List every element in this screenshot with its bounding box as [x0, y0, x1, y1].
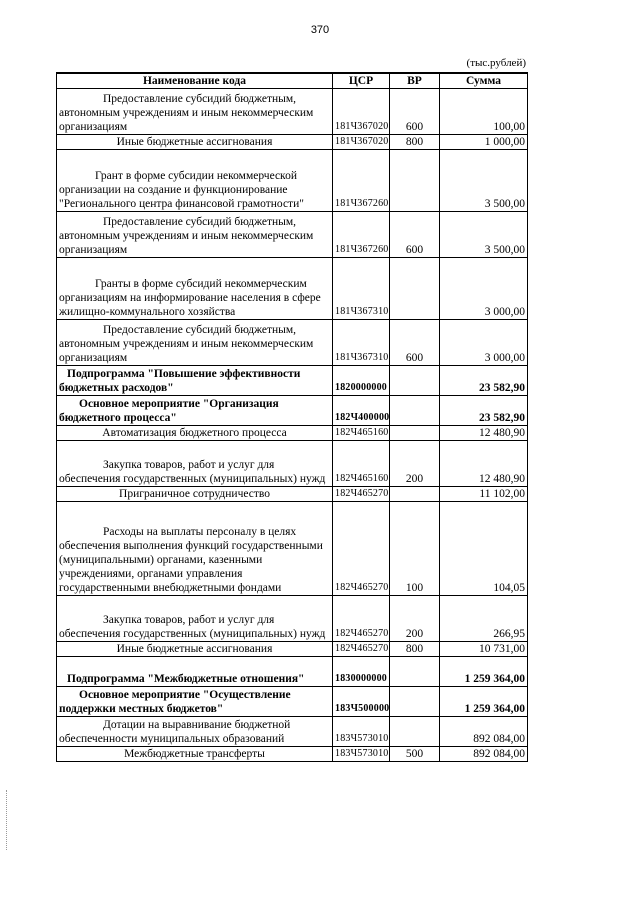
table-row: [57, 366, 528, 396]
table-row: [57, 717, 528, 747]
row-name: Предоставление субсидий бюджетным, автономным учреждениям и иным некоммерческим организациям: [57, 320, 333, 366]
row-sum: 266,95: [440, 596, 528, 642]
page-number: 370: [310, 24, 330, 36]
row-name: Дотации на выравнивание бюджетной обеспеченности муниципальных образований: [57, 717, 333, 747]
row-vr: [390, 657, 440, 687]
row-name: Автоматизация бюджетного процесса: [57, 426, 333, 441]
header-name: Наименование кода: [57, 73, 333, 89]
row-name: Иные бюджетные ассигнования: [57, 135, 333, 150]
row-vr: 100: [390, 502, 440, 596]
row-vr: 200: [390, 596, 440, 642]
row-name: Предоставление субсидий бюджетным, автономным учреждениям и иным некоммерческим организациям: [57, 212, 333, 258]
row-csr: 182Ч465270: [333, 596, 390, 642]
row-name: Расходы на выплаты персоналу в целях обеспечения выполнения функций государственными (муниципальными) органами, казенными учреждениями, органами управления государственными внебюджетными фондами: [57, 502, 333, 596]
row-sum: 10 731,00: [440, 642, 528, 657]
row-sum: 1 259 364,00: [440, 687, 528, 717]
row-name: Основное мероприятие "Организация бюджетного процесса": [57, 396, 333, 426]
margin-mark: [6, 790, 8, 850]
row-sum: 1 259 364,00: [440, 657, 528, 687]
row-vr: [390, 487, 440, 502]
row-name: Закупка товаров, работ и услуг для обеспечения государственных (муниципальных) нужд: [57, 441, 333, 487]
row-csr: 182Ч465270: [333, 502, 390, 596]
budget-table: [56, 72, 528, 762]
header-csr: ЦСР: [333, 73, 390, 89]
row-name: Приграничное сотрудничество: [57, 487, 333, 502]
row-csr: 181Ч367310: [333, 258, 390, 320]
row-name: Подпрограмма "Межбюджетные отношения": [57, 657, 333, 687]
row-name: Предоставление субсидий бюджетным, автономным учреждениям и иным некоммерческим организациям: [57, 89, 333, 135]
table-row: [57, 596, 528, 642]
row-csr: 182Ч465160: [333, 426, 390, 441]
row-vr: 600: [390, 212, 440, 258]
row-sum: 100,00: [440, 89, 528, 135]
row-sum: 3 000,00: [440, 258, 528, 320]
row-name: Подпрограмма "Повышение эффективности бюджетных расходов": [57, 366, 333, 396]
row-sum: 12 480,90: [440, 441, 528, 487]
row-csr: 181Ч367310: [333, 320, 390, 366]
table-row: [57, 657, 528, 687]
row-sum: 3 000,00: [440, 320, 528, 366]
row-csr: 1830000000: [333, 657, 390, 687]
table-row: [57, 258, 528, 320]
table-row: [57, 89, 528, 135]
row-sum: 104,05: [440, 502, 528, 596]
row-vr: 600: [390, 320, 440, 366]
row-name: Иные бюджетные ассигнования: [57, 642, 333, 657]
row-sum: 23 582,90: [440, 396, 528, 426]
table-row: [57, 441, 528, 487]
table-row: [57, 150, 528, 212]
row-csr: 182Ч400000: [333, 396, 390, 426]
row-sum: 1 000,00: [440, 135, 528, 150]
row-csr: 181Ч367260: [333, 212, 390, 258]
row-sum: 3 500,00: [440, 212, 528, 258]
table-row: [57, 396, 528, 426]
row-csr: 183Ч573010: [333, 717, 390, 747]
row-name: Межбюджетные трансферты: [57, 747, 333, 762]
row-vr: 500: [390, 747, 440, 762]
row-vr: [390, 717, 440, 747]
table-row: [57, 747, 528, 762]
header-sum: Сумма: [440, 73, 528, 89]
row-csr: 183Ч573010: [333, 747, 390, 762]
row-sum: 3 500,00: [440, 150, 528, 212]
row-vr: 200: [390, 441, 440, 487]
row-vr: [390, 426, 440, 441]
row-name: Грант в форме субсидии некоммерческой организации на создание и функционирование "Регионального центра финансовой грамотности": [57, 150, 333, 212]
row-csr: 182Ч465160: [333, 441, 390, 487]
table-row: [57, 135, 528, 150]
table-row: [57, 320, 528, 366]
table-row: [57, 642, 528, 657]
row-sum: 11 102,00: [440, 487, 528, 502]
row-sum: 23 582,90: [440, 366, 528, 396]
table-row: [57, 426, 528, 441]
table-row: [57, 212, 528, 258]
row-vr: [390, 687, 440, 717]
row-vr: [390, 150, 440, 212]
row-csr: 181Ч367260: [333, 150, 390, 212]
table-row: [57, 687, 528, 717]
row-vr: 800: [390, 135, 440, 150]
row-sum: 12 480,90: [440, 426, 528, 441]
table-row: [57, 487, 528, 502]
row-sum: 892 084,00: [440, 747, 528, 762]
table-row: [57, 502, 528, 596]
row-vr: 800: [390, 642, 440, 657]
row-name: Закупка товаров, работ и услуг для обеспечения государственных (муниципальных) нужд: [57, 596, 333, 642]
row-vr: [390, 396, 440, 426]
row-csr: 181Ч367020: [333, 135, 390, 150]
row-name: Гранты в форме субсидий некоммерческим организациям на информирование населения в сфере жилищно-коммунального хозяйства: [57, 258, 333, 320]
row-csr: 182Ч465270: [333, 487, 390, 502]
row-vr: 600: [390, 89, 440, 135]
header-vr: ВР: [390, 73, 440, 89]
row-vr: [390, 366, 440, 396]
row-name: Основное мероприятие "Осуществление поддержки местных бюджетов": [57, 687, 333, 717]
table-header-row: [57, 73, 528, 89]
row-csr: 1820000000: [333, 366, 390, 396]
unit-note: (тыс.рублей): [466, 57, 526, 69]
row-sum: 892 084,00: [440, 717, 528, 747]
row-csr: 183Ч500000: [333, 687, 390, 717]
row-csr: 181Ч367020: [333, 89, 390, 135]
row-csr: 182Ч465270: [333, 642, 390, 657]
row-vr: [390, 258, 440, 320]
